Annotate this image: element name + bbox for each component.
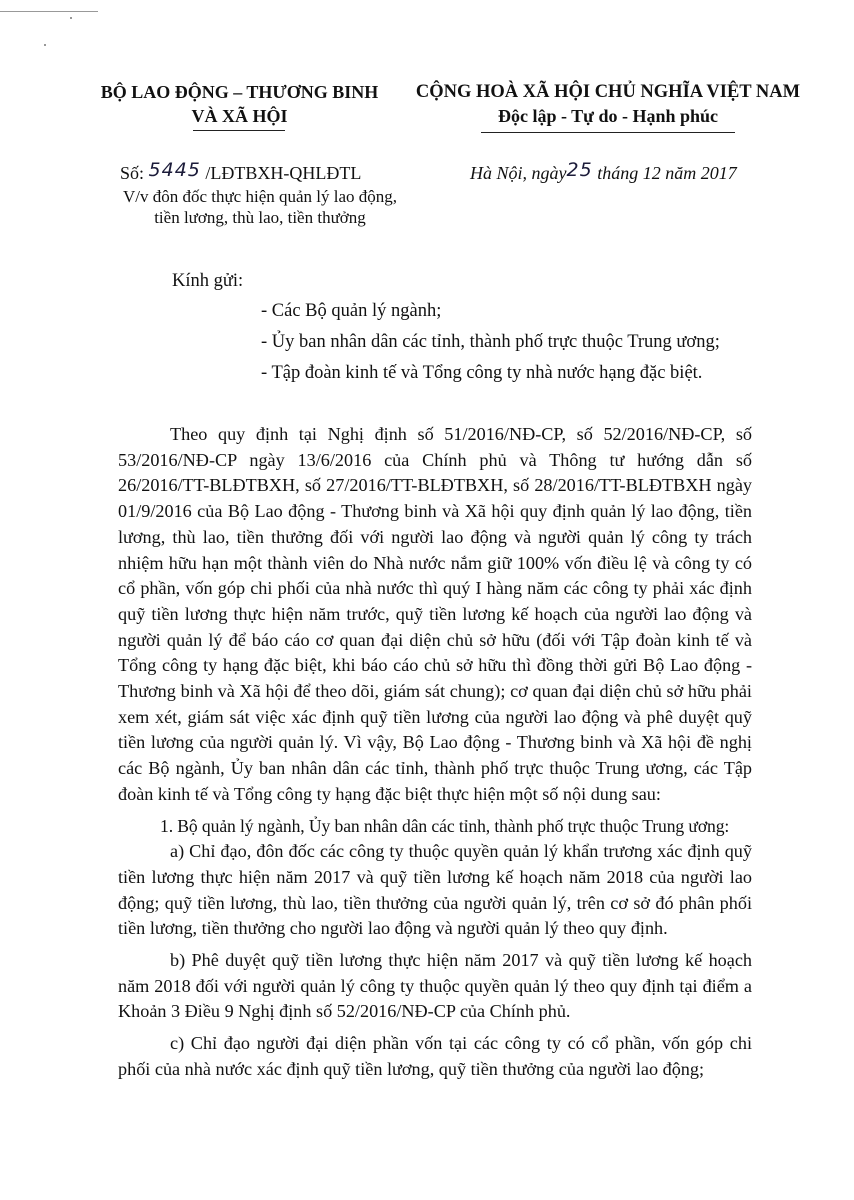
scan-speck <box>70 17 72 19</box>
intro-paragraph: Theo quy định tại Nghị định số 51/2016/NĐ-CP, số 52/2016/NĐ-CP, số 53/2016/NĐ-CP ngày 13/6/2016 của Chính phủ và Thông tư hướng dẫn số 26/2016/TT-BLĐTBXH, số 27/2016/TT-BLĐTBXH, số 28/2016/TT-BLĐTBXH ngày 01/9/2016 của Bộ Lao động - Thương binh và Xã hội quy định quản lý lao động, tiền lương, thù lao, tiền thưởng đối với người lao động và người quản lý công ty trách nhiệm hữu hạn một thành viên do Nhà nước nắm giữ 100% vốn điều lệ và công ty có cổ phần, vốn góp chi phối của nhà nước thì quý I hàng năm các công ty phải xác định quỹ tiền lương thực hiện năm trước, quỹ tiền lương kế hoạch của người lao động và người quản lý để báo cáo cơ quan đại diện chủ sở hữu (đối với Tập đoàn kinh tế và Tổng công ty hạng đặc biệt, khi báo cáo chủ sở hữu thì đồng thời gửi Bộ Lao động - Thương binh và Xã hội để theo dõi, giám sát chung); cơ quan đại diện chủ sở hữu phải xem xét, giám sát việc xác định quỹ tiền lương của người lao động và phê duyệt quỹ tiền lương của người quản lý. Vì vậy, Bộ Lao động - Thương binh và Xã hội đề nghị các Bộ ngành, Ủy ban nhân dân các tỉnh, thành phố trực thuộc Trung ương, các Tập đoàn kinh tế và Tổng công ty hạng đặc biệt thực hiện một số nội dung sau: <box>118 424 752 804</box>
national-motto: Độc lập - Tự do - Hạnh phúc <box>497 106 719 126</box>
issuing-agency-header <box>92 80 387 128</box>
recipient-item: - Tập đoàn kinh tế và Tổng công ty nhà nước hạng đặc biệt. <box>261 363 703 383</box>
agency-name-line1: BỘ LAO ĐỘNG – THƯƠNG BINH <box>100 82 379 102</box>
motto-underline <box>481 132 735 133</box>
scan-speck <box>44 44 46 46</box>
agency-name-line2: VÀ XÃ HỘI <box>191 106 288 126</box>
recipient-item: - Ủy ban nhân dân các tỉnh, thành phố trực thuộc Trung ương; <box>261 332 720 352</box>
date-place-prefix: Hà Nội, ngày <box>470 163 567 183</box>
subject-line <box>108 186 412 228</box>
section-1-heading: 1. Bộ quản lý ngành, Ủy ban nhân dân các tỉnh, thành phố trực thuộc Trung ương: <box>160 815 730 836</box>
subject-line1: V/v đôn đốc thực hiện quản lý lao động, <box>122 187 398 206</box>
national-title: CỘNG HOÀ XÃ HỘI CHỦ NGHĨA VIỆT NAM <box>415 82 801 102</box>
document-number-handwritten: 5445 <box>148 159 201 181</box>
agency-underline <box>193 130 285 131</box>
document-number-suffix: /LĐTBXH-QHLĐTL <box>205 163 362 183</box>
item-a-paragraph: a) Chỉ đạo, đôn đốc các công ty thuộc quyền quản lý khẩn trương xác định quỹ tiền lương thực hiện năm 2017 và quỹ tiền lương kế hoạch năm 2018 của người lao động; quỹ tiền lương, thù lao, tiền thưởng của người quản lý, trên cơ sở đó phân phối tiền lương, tiền thưởng cho người lao động và người quản lý theo quy định. <box>118 841 752 939</box>
letter-body <box>118 422 752 1083</box>
greeting: Kính gửi: <box>172 271 244 291</box>
document-number-prefix: Số: <box>120 163 145 183</box>
item-c-paragraph: c) Chỉ đạo người đại diện phần vốn tại các công ty có cổ phần, vốn góp chi phối của nhà nước xác định quỹ tiền lương, quỹ tiền thưởng của người lao động; <box>118 1033 752 1079</box>
recipient-item: - Các Bộ quản lý ngành; <box>261 301 442 321</box>
subject-line2: tiền lương, thù lao, tiền thưởng <box>154 208 366 227</box>
issue-date <box>470 160 737 186</box>
scan-edge-line <box>0 11 98 12</box>
document-number <box>120 160 361 186</box>
national-header <box>412 80 804 133</box>
date-month-year: tháng 12 năm 2017 <box>597 163 737 183</box>
item-b-paragraph: b) Phê duyệt quỹ tiền lương thực hiện năm 2017 và quỹ tiền lương kế hoạch năm 2018 đối với người quản lý công ty thuộc quyền quản lý theo quy định tại điểm a Khoản 3 Điều 9 Nghị định số 52/2016/NĐ-CP của Chính phủ. <box>118 950 752 1022</box>
recipient-list <box>261 298 720 391</box>
date-day-handwritten: 25 <box>566 159 593 181</box>
